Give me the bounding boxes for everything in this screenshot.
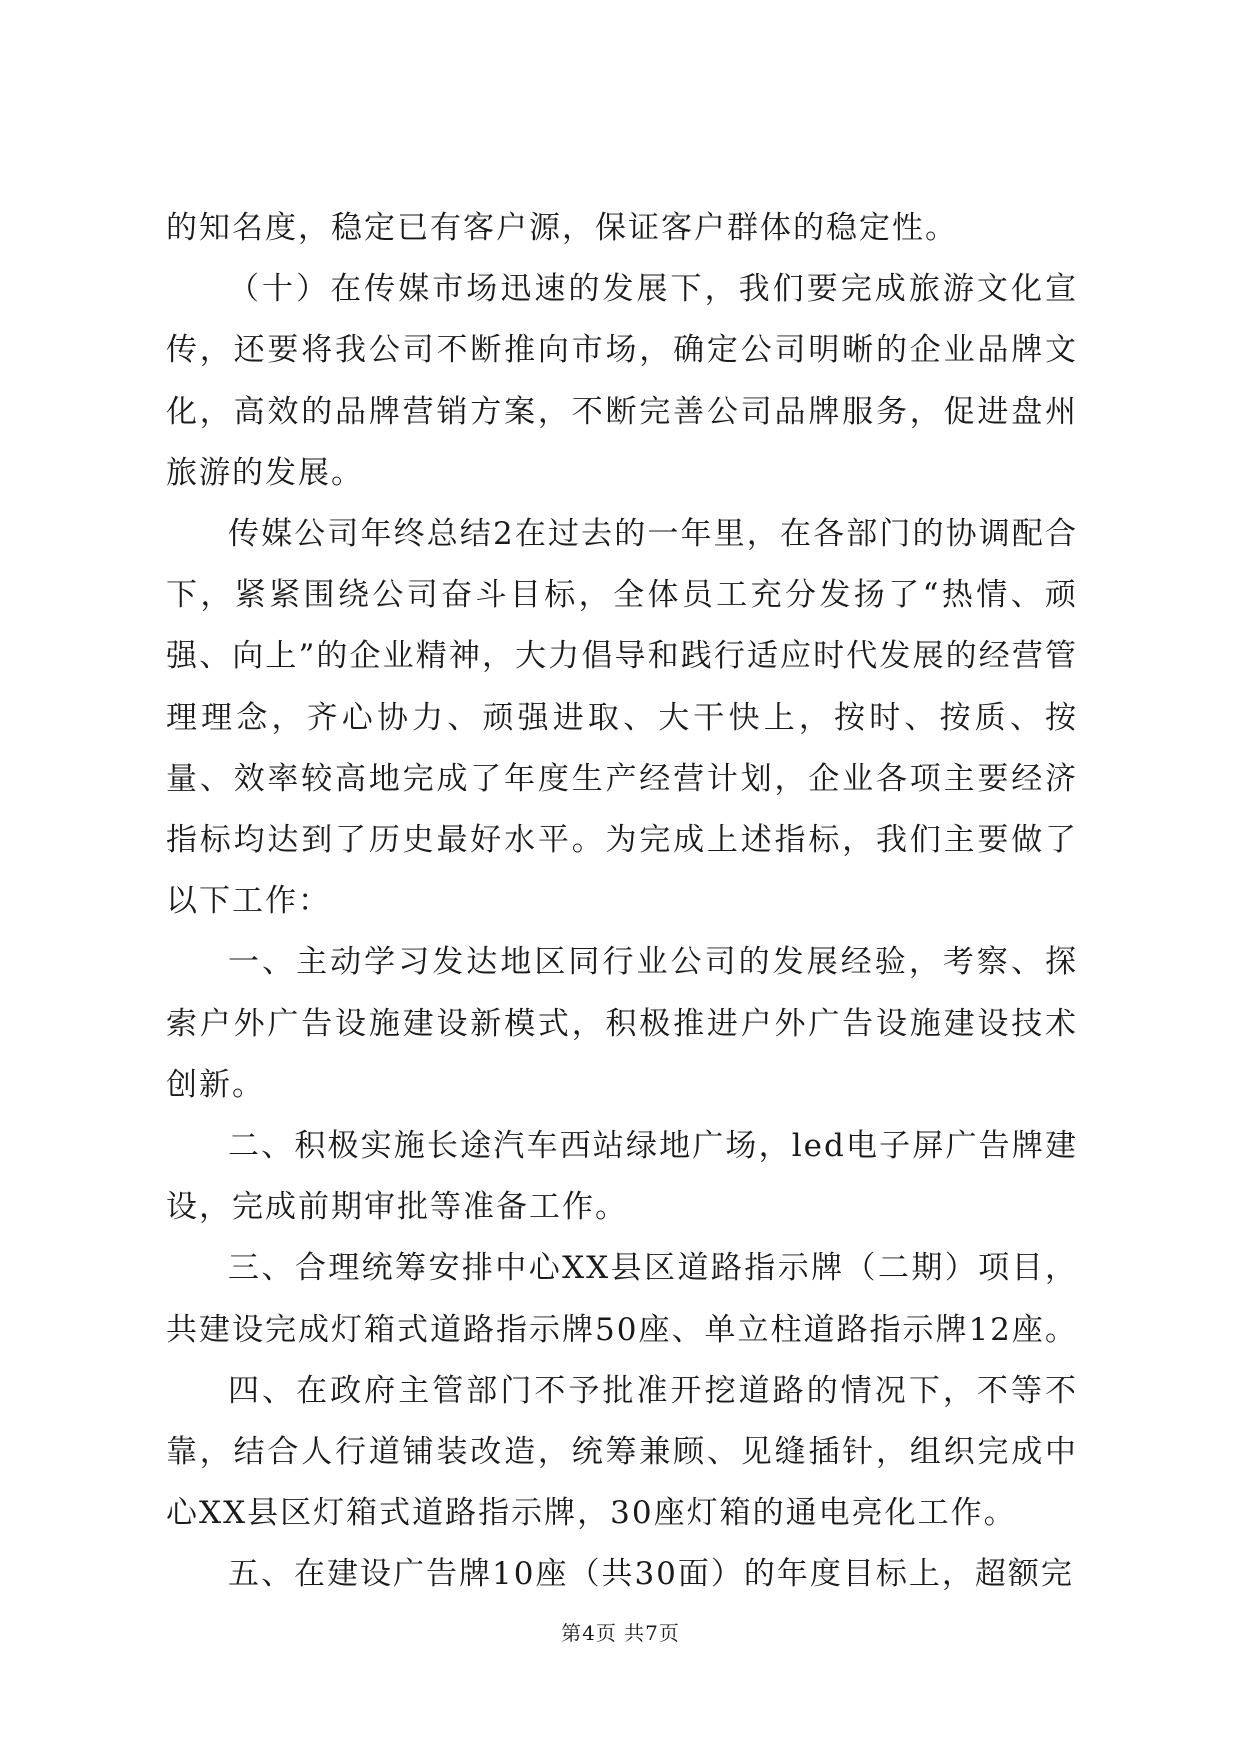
paragraph-5: 二、积极实施长途汽车西站绿地广场，led电子屏广告牌建设，完成前期审批等准备工作。 (166, 1128, 1078, 1226)
paragraph-3: 传媒公司年终总结2在过去的一年里，在各部门的协调配合下，紧紧围绕公司奋斗目标，全体员工充分发扬了“热情、顽强、向上”的企业精神，大力倡导和践行适应时代发展的经营管理理念，齐心协力、顽强进取、大干快上，按时、按质、按量、效率较高地完成了年度生产经营计划，企业各项主要经济指标均达到了历史最好水平。为完成上述指标，我们主要做了以下工作： (166, 516, 1078, 920)
page-footer: 第4页 共7页 (561, 1621, 680, 1645)
paragraph-1: 的知名度，稳定已有客户源，保证客户群体的稳定性。 (166, 210, 958, 246)
paragraph-7: 四、在政府主管部门不予批准开挖道路的情况下，不等不靠，结合人行道铺装改造，统筹兼顾、见缝插针，组织完成中心XX县区灯箱式道路指示牌，30座灯箱的通电亮化工作。 (166, 1372, 1078, 1532)
paragraph-2: （十）在传媒市场迅速的发展下，我们要完成旅游文化宣传，还要将我公司不断推向市场，确定公司明晰的企业品牌文化，高效的品牌营销方案，不断完善公司品牌服务，促进盘州旅游的发展。 (166, 271, 1078, 491)
document-body (166, 198, 1078, 1606)
paragraph-8: 五、在建设广告牌10座（共30面）的年度目标上，超额完 (228, 1556, 1074, 1593)
paragraph-4: 一、主动学习发达地区同行业公司的发展经验，考察、探索户外广告设施建设新模式，积极推进户外广告设施建设技术创新。 (166, 944, 1078, 1103)
paragraph-6: 三、合理统筹安排中心XX县区道路指示牌（二期）项目，共建设完成灯箱式道路指示牌50座、单立柱道路指示牌12座。 (166, 1250, 1078, 1348)
